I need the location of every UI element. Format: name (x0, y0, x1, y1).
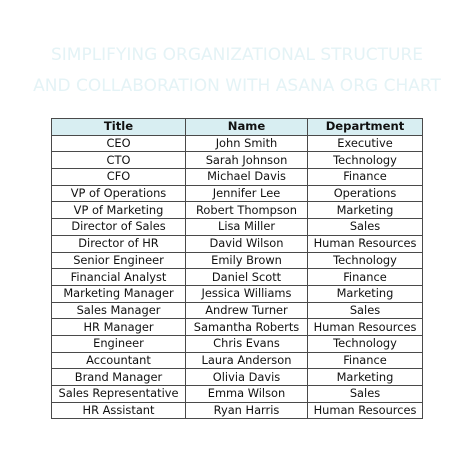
table-row (52, 269, 423, 286)
cell-title: HR Manager (52, 319, 186, 336)
cell-department: Technology (308, 252, 423, 269)
cell-name: Jessica Williams (186, 285, 308, 302)
cell-department: Executive (308, 135, 423, 152)
cell-title: Accountant (52, 352, 186, 369)
cell-name: Emma Wilson (186, 386, 308, 403)
table-row (52, 152, 423, 169)
cell-department: Marketing (308, 285, 423, 302)
cell-title: Director of Sales (52, 219, 186, 236)
cell-department: Sales (308, 302, 423, 319)
cell-title: VP of Operations (52, 185, 186, 202)
table-row (52, 219, 423, 236)
org-chart-table (51, 118, 423, 419)
table-row (52, 352, 423, 369)
cell-title: Director of HR (52, 235, 186, 252)
cell-name: David Wilson (186, 235, 308, 252)
cell-department: Human Resources (308, 319, 423, 336)
cell-name: Michael Davis (186, 169, 308, 186)
cell-name: Chris Evans (186, 335, 308, 352)
cell-name: Sarah Johnson (186, 152, 308, 169)
cell-name: Ryan Harris (186, 402, 308, 419)
table-row (52, 302, 423, 319)
cell-department: Finance (308, 269, 423, 286)
cell-department: Technology (308, 152, 423, 169)
cell-name: Olivia Davis (186, 369, 308, 386)
table-row (52, 202, 423, 219)
table-row (52, 135, 423, 152)
table-row (52, 335, 423, 352)
page-title-line-2: AND COLLABORATION WITH ASANA ORG CHART (33, 76, 441, 96)
table-row (52, 319, 423, 336)
table-row (52, 402, 423, 419)
cell-title: Sales Representative (52, 386, 186, 403)
table-row (52, 185, 423, 202)
page-title-line-1: SIMPLIFYING ORGANIZATIONAL STRUCTURE (50, 45, 424, 65)
cell-title: CTO (52, 152, 186, 169)
cell-department: Marketing (308, 369, 423, 386)
cell-title: Financial Analyst (52, 269, 186, 286)
cell-title: Senior Engineer (52, 252, 186, 269)
cell-department: Technology (308, 335, 423, 352)
cell-title: Brand Manager (52, 369, 186, 386)
cell-title: HR Assistant (52, 402, 186, 419)
cell-name: Daniel Scott (186, 269, 308, 286)
cell-title: CFO (52, 169, 186, 186)
cell-department: Sales (308, 386, 423, 403)
cell-name: Andrew Turner (186, 302, 308, 319)
cell-name: Jennifer Lee (186, 185, 308, 202)
table-row (52, 235, 423, 252)
cell-name: Samantha Roberts (186, 319, 308, 336)
column-header-department: Department (308, 119, 423, 136)
cell-title: Engineer (52, 335, 186, 352)
cell-name: Lisa Miller (186, 219, 308, 236)
table-row (52, 169, 423, 186)
cell-department: Finance (308, 169, 423, 186)
cell-name: Robert Thompson (186, 202, 308, 219)
table-row (52, 285, 423, 302)
table-header-row (52, 119, 423, 136)
page-title (0, 40, 474, 102)
cell-title: CEO (52, 135, 186, 152)
cell-title: Marketing Manager (52, 285, 186, 302)
cell-department: Sales (308, 219, 423, 236)
table-row (52, 386, 423, 403)
cell-title: VP of Marketing (52, 202, 186, 219)
cell-title: Sales Manager (52, 302, 186, 319)
column-header-name: Name (186, 119, 308, 136)
cell-department: Finance (308, 352, 423, 369)
cell-department: Marketing (308, 202, 423, 219)
cell-name: John Smith (186, 135, 308, 152)
table-row (52, 252, 423, 269)
table-row (52, 369, 423, 386)
cell-name: Emily Brown (186, 252, 308, 269)
cell-department: Human Resources (308, 235, 423, 252)
cell-department: Operations (308, 185, 423, 202)
column-header-title: Title (52, 119, 186, 136)
cell-name: Laura Anderson (186, 352, 308, 369)
cell-department: Human Resources (308, 402, 423, 419)
